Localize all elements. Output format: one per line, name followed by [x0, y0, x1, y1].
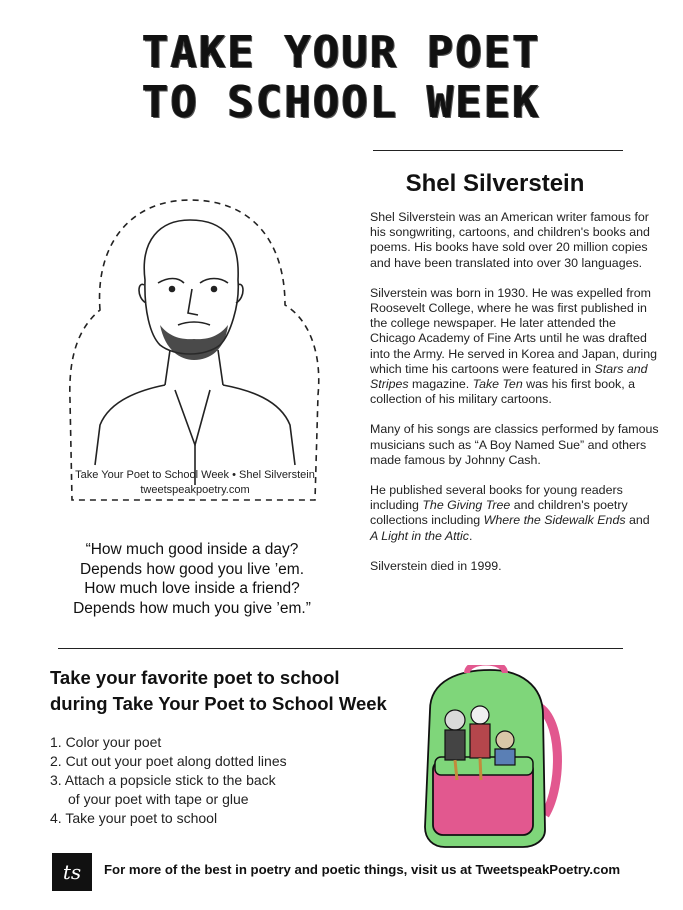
step-2: 2. Cut out your poet along dotted lines: [50, 753, 287, 769]
step-3: 3. Attach a popsicle stick to the back: [50, 772, 276, 788]
poet-name: Shel Silverstein: [405, 170, 585, 197]
bio-paragraph-3: Many of his songs are classics performed by famous musicians such as “A Boy Named Sue” and others made famous by Johnny Cash.: [370, 422, 659, 467]
footer-text: For more of the best in poetry and poetic things, visit us at TweetspeakPoetry.com: [104, 862, 621, 877]
title-line-2: TO SCHOOL WEEK: [142, 77, 541, 128]
quote-line: Depends how much you give ’em.”: [73, 599, 311, 617]
page-title: [0, 28, 683, 128]
book-title: Stars and Stripes: [370, 361, 648, 392]
book-title: Take Ten: [472, 377, 523, 392]
book-title: A Light in the Attic: [370, 528, 469, 543]
tweetspeak-logo: ts: [52, 853, 92, 891]
bio-paragraph-1: Shel Silverstein was an American writer famous for his songwriting, cartoons, and children's books and poems. His books have sold over 20 million copies and have been translated into over 30 languages.: [370, 210, 650, 270]
poet-biography: [370, 210, 660, 589]
bio-paragraph-2: Silverstein was born in 1930. He was expelled from Roosevelt College, where he was first published in the college newspaper. He later attended the Chicago Academy of Fine Arts until he was drafted into the Army. He served in Korea and Japan, during which time his cartoons were featured in Stars and Stripes magazine. Take Ten was his first book, a collection of his military cartoons.: [370, 285, 657, 407]
middle-divider: [58, 648, 623, 649]
top-divider: [373, 150, 623, 151]
poem-quote: [56, 540, 328, 618]
bio-paragraph-4: He published several books for young readers including The Giving Tree and children's poetry collections including Where the Sidewalk Ends and A Light in the Attic.: [370, 483, 650, 543]
step-3-continued: of your poet with tape or glue: [68, 791, 249, 807]
beard-shading: [160, 325, 228, 360]
quote-line: Depends how good you live ’em.: [79, 560, 305, 578]
portrait-caption-2: tweetspeakpoetry.com: [140, 484, 250, 496]
step-1: 1. Color your poet: [50, 734, 162, 750]
book-title: The Giving Tree: [422, 498, 511, 513]
book-title: Where the Sidewalk Ends: [483, 513, 626, 528]
instruction-steps: [50, 733, 380, 828]
quote-line: “How much good inside a day?: [85, 541, 299, 558]
poet-portrait-cutout: [60, 185, 330, 515]
backpack-illustration: [405, 665, 565, 850]
step-4: 4. Take your poet to school: [50, 810, 218, 826]
portrait-caption-1: Take Your Poet to School Week • Shel Silverstein: [75, 469, 315, 481]
quote-line: How much love inside a friend?: [84, 580, 300, 597]
call-to-action-heading: Take your favorite poet to school during Take Your Poet to School Week: [50, 667, 387, 714]
bio-paragraph-5: Silverstein died in 1999.: [370, 558, 502, 573]
title-line-1: TAKE YOUR POET: [142, 27, 541, 78]
